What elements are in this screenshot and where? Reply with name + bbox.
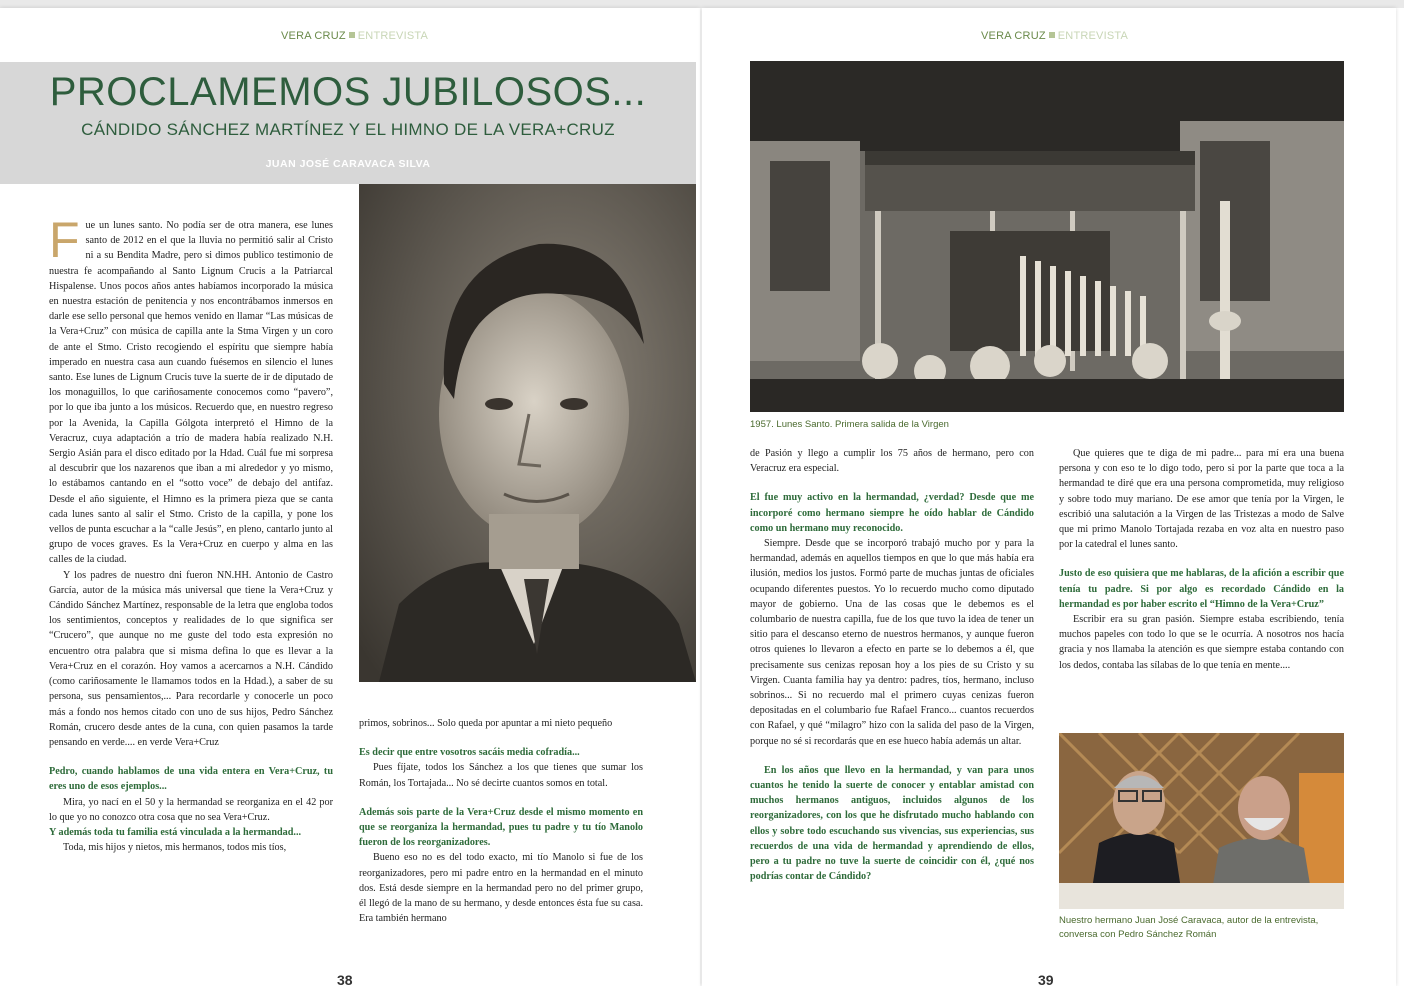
procession-illustration	[750, 61, 1344, 412]
interview-answer: de Pasión y llego a cumplir los 75 años de hermano, pero con Veracruz era especial.	[750, 448, 1034, 475]
interview-illustration	[1059, 733, 1344, 909]
interview-question: Además sois parte de la Vera+Cruz desde el mismo momento en que se reorganiza la hermandad, pues tu padre y tu tío Manolo fueron de los reorganizadores.	[359, 806, 643, 849]
running-head-right: VERA CRUZ ENTREVISTA	[981, 30, 1129, 42]
top-edge	[0, 0, 1404, 8]
middle-text-column	[359, 716, 643, 926]
procession-caption: 1957. Lunes Santo. Primera salida de la Virgen	[750, 419, 949, 430]
page-number-left: 38	[337, 972, 353, 986]
interview-caption: Nuestro hermano Juan José Caravaca, autor de la entrevista, conversa con Pedro Sánchez Román	[1059, 915, 1319, 940]
interview-question: Pedro, cuando hablamos de una vida entera en Vera+Cruz, tu eres uno de esos ejemplos...	[49, 766, 333, 793]
interview-answer: Pues fíjate, todos los Sánchez a los que tienes que sumar los Román, los Tortajada... No sé decirte cuantos somos en total.	[359, 762, 643, 789]
article-subtitle: CÁNDIDO SÁNCHEZ MARTÍNEZ Y EL HIMNO DE LA VERA+CRUZ	[81, 120, 615, 139]
interview-photo	[1059, 733, 1344, 909]
interview-question: Es decir que entre vosotros sacáis media cofradía...	[359, 747, 580, 759]
article-byline: JUAN JOSÉ CARAVACA SILVA	[265, 158, 431, 170]
interview-answer: Escribir era su gran pasión. Siempre estaba escribiendo, tenía muchos papeles con todo lo que se le ocurría. A nosotros nos hacía gracia y nos llamaba la atención es que siempre estaba contando con los dedos, contaba las sílabas de lo que tenía en mente....	[1059, 614, 1344, 671]
left-page	[0, 8, 700, 986]
interview-question: Y además toda tu familia está vinculada a la hermandad...	[49, 826, 302, 838]
paragraph: Y los padres de nuestro dni fueron NN.HH. Antonio de Castro García, autor de la música más universal que tiene la Vera+Cruz y Cándido Sánchez Martínez, responsable de la letra que engloba todos los sentimientos, conceptos y realidades de lo que significa ser “Crucero”, que aunque no me guste del todo esta expresión no encuentro otra palabra que si misma defina lo que es llevar a la Vera+Cruz en el corazón. Hoy vamos a acercarnos a N.H. Cándido (como cariñosamente le llamamos todos en la Hdad.), a saber de su persona, sus pensamientos,... Para recordarle y conocerle un poco más a fondo nos hemos citado con uno de sus hijos, Pedro Sánchez Román, crucero desde antes de la cuna, con quien pasamos la tarde pensando en verde.... en verde Vera+Cruz	[49, 569, 333, 748]
page-number-right: 39	[1038, 972, 1054, 986]
portrait-photo	[359, 184, 696, 682]
interview-answer: primos, sobrinos... Solo queda por apuntar a mi nieto pequeño	[359, 718, 613, 729]
right-text-column-2	[1059, 446, 1344, 673]
paragraph: ue un lunes santo. No podía ser de otra manera, ese lunes santo de 2012 en el que la lluvia no permitió salir al Cristo ni a su Bendita Madre, pero si dimos publico testimonio de nuestra fe acompañando al Santo Lignum Crucis a la Patriarcal Hispalense. Unos pocos años antes habíamos incorporado la música en nuestra estación de penitencia y nos encontrábamos inmersos en darle ese sello personal que hemos venido en llamar “Las músicas de la Vera+Cruz” con música de capilla ante la Stma Virgen y un coro de ante el Stmo. Cristo recogiendo el espíritu que siempre había imperado en nuestra casa aun cuando fuésemos en silencio el lunes santo. Ese lunes de Lignum Crucis tuve la suerte de ir de diputado de los monaguillos, lo que cariñosamente conocemos como “pavero”, por lo que iba junto a los músicos. Recuerdo que, en nuestro regreso por la Avenida, la Capilla Gólgota interpretó el Himno de la Veracruz, cuya adaptación a trío de madera había realizado N.H. Sergio Asián para el disco editado por la Hdad. Cuál fue mi sorpresa al descubrir que los nazarenos que iban a mi alrededor y yo mismo, lo estábamos cantando en el “sotto voce” de debajo del antifaz. Desde el año siguiente, el Himno es la primera pieza que se canta cada lunes santo al salir el Stmo. Cristo de la capilla, y pone los vellos de punta escuchar a la “calle Jesús”, en pleno, cantarlo junto al grupo de voces graves. Es la Vera+Cruz en cuerpo y alma en las calles de la ciudad.	[49, 220, 333, 566]
interview-answer: Siempre. Desde que se incorporó trabajó mucho por y para la hermandad, además en aquellos tiempos en que lo que más había era ilusión, medios los justos. Formó parte de muchas juntas de oficiales ocupando diferentes puestos. Yo lo recuerdo mucho como diputado mayor de gobierno. Una de las cosas que le debemos es el columbario de nuestra capilla, fue de los que tuvo la idea de tener un sitio para el descanso eterno de nuestros hermanos, y aunque fueron otros quienes lo llevaron a efecto en parte se lo debemos a él, que precisamente sus cenizas reposan hoy a los pies de su Cristo y su Virgen. Cuanta familia hay ya dentro: padres, tíos, hermano, incluso sobrinos... Si no recuerdo mal el primero cuyas cenizas fueron depositadas en el columbario fue Rafael Franco... cuantos recuerdos con Rafael, y qué “milagro” hizo con la salida del paso de la Virgen, porque no sé si recordarás que en ese hueco había además un altar.	[750, 538, 1034, 747]
running-head-left: VERA CRUZ ENTREVISTA	[281, 30, 429, 42]
right-page	[702, 8, 1396, 986]
interview-answer: Bueno eso no es del todo exacto, mi tío Manolo si fue de los reorganizadores, pero mi padre entro en la hermandad en el minuto dos. Está desde siempre en la hermandad pero no del primer grupo, él llegó de la mano de su hermano, y desde entonces ésta fue su casa. Era también hermano	[359, 852, 643, 925]
right-text-column-1	[750, 446, 1034, 884]
interview-answer: Mira, yo nací en el 50 y la hermandad se reorganiza en el 42 por lo que yo no conozco otra cosa que no sea Vera+Cruz.	[49, 796, 333, 823]
interview-answer: Toda, mis hijos y nietos, mis hermanos, todos mis tíos,	[63, 842, 287, 854]
portrait-illustration	[359, 184, 696, 682]
interview-question: Justo de eso quisiera que me hablaras, de la afición a escribir que tenía tu padre. Si por algo es recordado Cándido en la hermandad es por haber escrito el “Himno de la Vera+Cruz”	[1059, 568, 1344, 610]
article-title: PROCLAMEMOS JUBILOSOS...	[49, 70, 647, 114]
dropcap: F	[49, 212, 80, 268]
left-text-column	[49, 212, 333, 855]
interview-question: En los años que llevo en la hermandad, y van para unos cuantos he tenido la suerte de conocer y entablar amistad con muchos hermanos antiguos, incluidos algunos de los reorganizadores, con los que he disfrutado mucho hablando con ellos y sobre todo escuchando sus vivencias, sus experiencias, sus recuerdos de una vida de hermandad y aprendiendo de ellos, pero a tu padre no tuve la suerte de coincidir con él, ¿qué nos podrías contar de Cándido?	[750, 764, 1034, 883]
procession-photo	[750, 61, 1344, 412]
interview-answer: Que quieres que te diga de mi padre... para mí era una buena persona y con eso te lo digo todo, pero si por la parte que toca a la hermandad te diré que era una persona comprometida, muy religioso y sobre todo muy mariano. De ese amor que tenía por la Virgen, le escribió una salutación a la Virgen de las Tristezas a modo de Salve que mi primo Manolo Tortajada rezaba en voz alta en nuestro paso por la catedral el lunes santo.	[1059, 448, 1344, 551]
interview-question: El fue muy activo en la hermandad, ¿verdad? Desde que me incorporé como hermano siempre he oído hablar de Cándido como un hermano muy reconocido.	[750, 492, 1034, 534]
